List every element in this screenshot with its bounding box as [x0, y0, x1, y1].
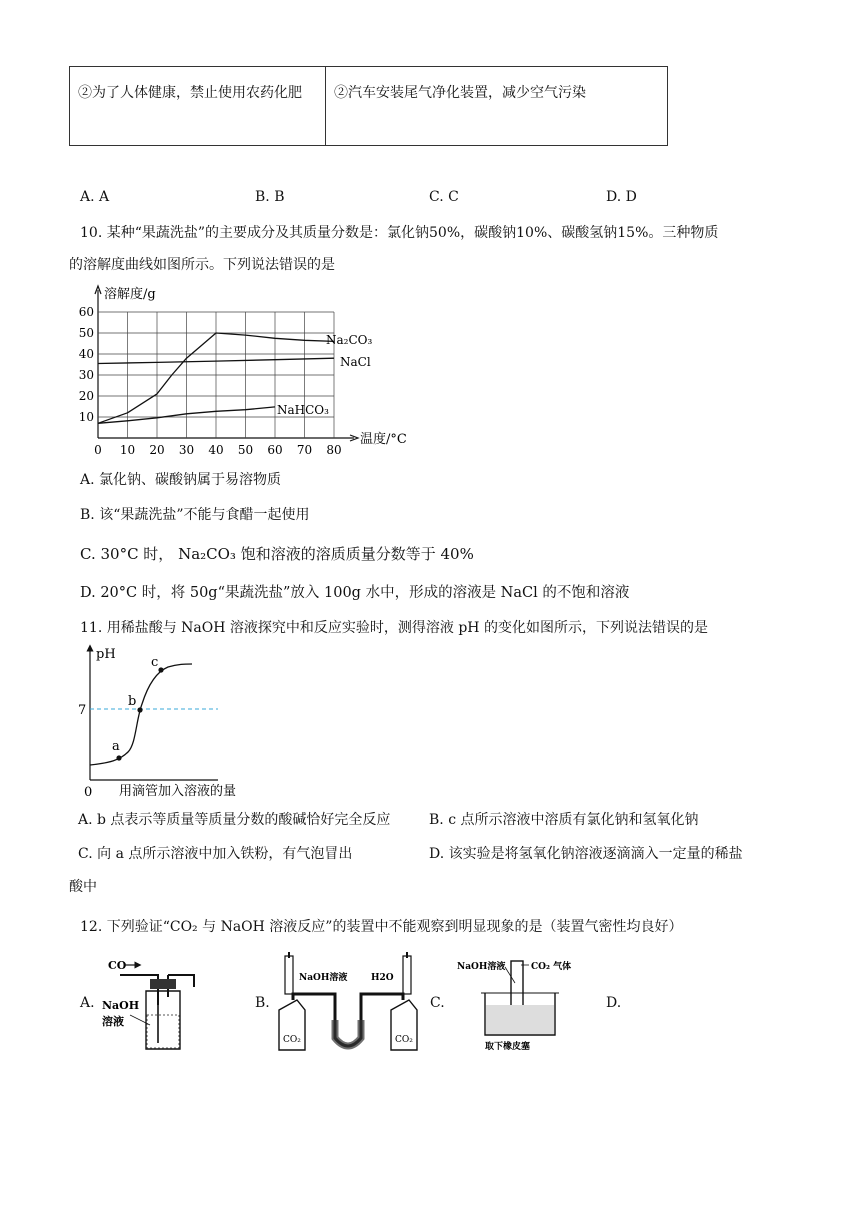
- table-cell-left: ②为了人体健康，禁止使用农药化肥: [70, 67, 326, 146]
- q12-label-b: B.: [255, 995, 270, 1011]
- q12-stem: 12. 下列验证“CO₂ 与 NaOH 溶液反应”的装置中不能观察到明显现象的是（装置气密性均良好）: [80, 919, 683, 935]
- ph-ref-label: 7: [78, 703, 87, 718]
- solubility-y-tick-label: 40: [78, 347, 94, 361]
- fig-a-gas-label: CO: [108, 959, 127, 972]
- solubility-x-tick-label: 80: [326, 443, 342, 457]
- comparison-table: [69, 66, 668, 146]
- ph-ylabel: pH: [96, 647, 116, 662]
- fig-b-right-reagent: H2O: [371, 973, 394, 983]
- svg-text:NaOH: NaOH: [102, 999, 140, 1012]
- q9-option-b: B. B: [255, 189, 285, 205]
- fig-c-apparatus: [455, 955, 575, 1055]
- solubility-x-tick-label: 50: [237, 443, 254, 457]
- solubility-y-tick-label: 10: [78, 410, 94, 424]
- ph-origin-label: 0: [84, 785, 93, 800]
- q10-option-a: A. 氯化钠、碳酸钠属于易溶物质: [80, 472, 282, 488]
- q10-option-d: D. 20°C 时，将 50g“果蔬洗盐”放入 100g 水中，形成的溶液是 NaCl 的不饱和溶液: [80, 585, 630, 601]
- fig-c-gas: CO₂ 气体: [531, 962, 572, 972]
- table-cell-right: ②汽车安装尾气净化装置，减少空气污染: [326, 67, 668, 146]
- solubility-x-tick-label: 20: [149, 443, 165, 457]
- q12-label-c: C.: [430, 995, 445, 1011]
- fig-a-apparatus: [100, 955, 210, 1055]
- q11-stem: 11. 用稀盐酸与 NaOH 溶液探究中和反应实验时，测得溶液 pH 的变化如图所示，下列说法错误的是: [80, 620, 708, 636]
- ph-point-a: [116, 755, 121, 760]
- solubility-y-tick-label: 50: [78, 326, 94, 340]
- solubility-ticks: [79, 305, 342, 457]
- q10-option-b: B. 该“果蔬洗盐”不能与食醋一起使用: [80, 507, 310, 523]
- solubility-x-tick-label: 0: [94, 443, 102, 457]
- ph-xlabel: 用滴管加入溶液的量: [119, 784, 237, 799]
- q10-stem-line1: 10. 某种“果蔬洗盐”的主要成分及其质量分数是：氯化钠50%，碳酸钠10%、碳酸氢钠15%。三种物质: [80, 225, 719, 241]
- ph-curve: [90, 664, 192, 765]
- fig-b-gas-left: CO₂: [283, 1035, 301, 1045]
- q11-option-d-line2: 酸中: [69, 879, 97, 895]
- solubility-y-tick-label: 60: [78, 305, 94, 319]
- q10-stem-line2: 的溶解度曲线如图所示。下列说法错误的是: [69, 257, 335, 273]
- ph-label-c: c: [151, 655, 159, 670]
- solubility-x-tick-label: 10: [119, 443, 136, 457]
- q9-option-c: C. C: [429, 189, 459, 205]
- q10-option-c: C. 30°C 时， Na₂CO₃ 饱和溶液的溶质质量分数等于 40%: [80, 545, 474, 563]
- solubility-x-tick-label: 60: [267, 443, 283, 457]
- series-label-nahco3: NaHCO₃: [277, 403, 329, 417]
- q11-option-c: C. 向 a 点所示溶液中加入铁粉，有气泡冒出: [78, 846, 353, 862]
- solubility-x-tick-label: 40: [208, 443, 224, 457]
- series-label-nacl: NaCl: [340, 355, 371, 369]
- solubility-grid: [95, 286, 358, 441]
- q11-option-a: A. b 点表示等质量等质量分数的酸碱恰好完全反应: [78, 812, 391, 828]
- solubility-chart: [70, 280, 430, 460]
- solubility-x-tick-label: 30: [178, 443, 195, 457]
- solubility-x-tick-label: 70: [296, 443, 313, 457]
- ph-label-b: b: [128, 694, 137, 709]
- q11-option-d-line1: D. 该实验是将氢氧化钠溶液逐滴滴入一定量的稀盐: [429, 846, 743, 862]
- ph-label-a: a: [112, 739, 120, 754]
- fig-c-caption: 取下橡皮塞: [485, 1042, 531, 1052]
- ph-point-c: [158, 667, 163, 672]
- solubility-ylabel: 溶解度/g: [104, 287, 156, 302]
- series-label-na2co3: Na₂CO₃: [326, 333, 373, 347]
- fig-b-left-reagent: NaOH溶液: [299, 973, 348, 983]
- q12-label-a: A.: [80, 995, 95, 1011]
- fig-b-gas-right: CO₂: [395, 1035, 413, 1045]
- solubility-y-tick-label: 30: [78, 368, 94, 382]
- solubility-xlabel: 温度/°C: [360, 432, 407, 447]
- q11-option-b: B. c 点所示溶液中溶质有氯化钠和氢氧化钠: [429, 812, 699, 828]
- fig-c-reagent: NaOH溶液: [457, 962, 506, 972]
- ph-point-b: [137, 707, 142, 712]
- svg-text:溶液: 溶液: [102, 1015, 124, 1028]
- ph-chart: [70, 640, 310, 800]
- q12-label-d: D.: [606, 995, 622, 1011]
- q9-option-d: D. D: [606, 189, 637, 205]
- q9-option-a: A. A: [80, 189, 110, 205]
- fig-b-apparatus: [275, 950, 425, 1060]
- solubility-y-tick-label: 20: [78, 389, 94, 403]
